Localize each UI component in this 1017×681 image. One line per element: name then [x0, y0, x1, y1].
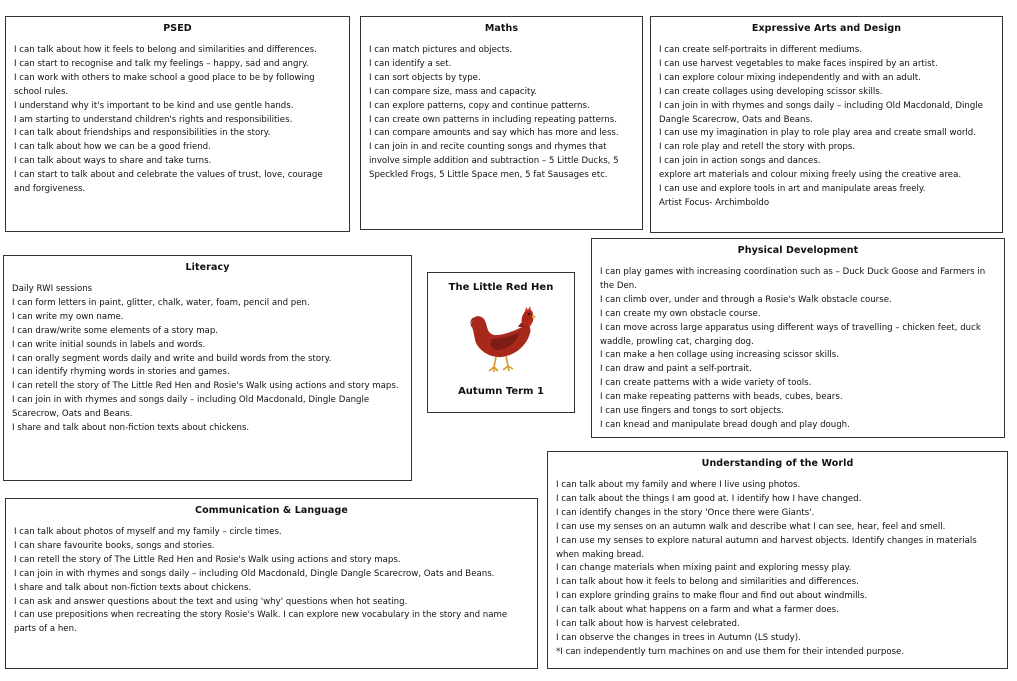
- statement-item: I can identify a set.: [369, 58, 452, 69]
- panel-title: Expressive Arts and Design: [751, 23, 902, 34]
- expressive-arts-panel: [650, 16, 1003, 233]
- understanding-world-panel: [547, 451, 1008, 669]
- statement-item: I can write my own name.: [12, 311, 124, 322]
- uw-list: [556, 479, 999, 660]
- statement-item: I can change materials when mixing paint and exploring messy play.: [556, 563, 852, 574]
- statement-item: I can join in and recite counting songs and rhymes that involve simple addition and subtraction – 5 Little Ducks, 5 Speckled Frogs, 5 Little Space men, 5 fat Sausages etc.: [369, 142, 619, 181]
- pd-list: [600, 266, 996, 433]
- statement-item: I can talk about how it feels to belong and similarities and differences.: [14, 45, 317, 55]
- statement-item: I can create collages using developing scissor skills.: [659, 86, 883, 97]
- statement-item: I can talk about the things I am good at. I identify how I have changed.: [556, 493, 862, 504]
- panel-title: Understanding of the World: [701, 458, 854, 469]
- statement-item: I can join in with rhymes and songs daily – including Old Macdonald, Dingle Dangle Scarecrow, Oats and Beans.: [12, 395, 370, 420]
- statement-item: I can talk about what happens on a farm and what a farmer does.: [556, 605, 839, 616]
- cl-list: [14, 526, 529, 637]
- statement-item: I can work with others to make school a good place to be by following school rules.: [14, 72, 315, 97]
- panel-title: Communication & Language: [195, 505, 348, 516]
- statement-item: I can talk about ways to share and take turns.: [14, 156, 212, 167]
- statement-item: I can use my imagination in play to role play area and create small world.: [659, 128, 976, 139]
- statement-item: I can knead and manipulate bread dough and play dough.: [600, 419, 850, 430]
- statement-item: I can use my senses on an autumn walk and describe what I can see, hear, feel and smell.: [556, 521, 946, 532]
- statement-item: I can explore patterns, copy and continue patterns.: [369, 100, 590, 111]
- statement-item: I can talk about how is harvest celebrated.: [556, 619, 740, 630]
- term-label: Autumn Term 1: [458, 386, 544, 397]
- statement-item: I can identify changes in the story 'Once there were Giants'.: [556, 507, 815, 518]
- physical-development-panel: [591, 238, 1005, 438]
- statement-item: I am starting to understand children's rights and responsibilities.: [14, 114, 293, 125]
- maths-panel: [360, 16, 643, 230]
- statement-item: Artist Focus- Archimboldo: [659, 197, 770, 208]
- statement-item: I can role play and retell the story with props.: [659, 142, 856, 153]
- statement-item: I can join in action songs and dances.: [659, 156, 821, 167]
- panel-title: Maths: [484, 23, 519, 34]
- panel-title: Literacy: [185, 262, 230, 273]
- statement-item: I can join in with rhymes and songs daily – including Old Macdonald, Dingle Dangle Scarecrow, Oats and Beans.: [659, 100, 983, 125]
- statement-item: I can move across large apparatus using different ways of travelling – chicken feet, duck waddle, prowling cat, charging dog.: [600, 322, 981, 347]
- literacy-panel: [3, 255, 412, 481]
- red-hen-icon: [466, 305, 538, 375]
- statement-item: explore art materials and colour mixing freely using the creative area.: [659, 170, 962, 181]
- statement-item: I can start to recognise and talk my feelings – happy, sad and angry.: [14, 58, 309, 69]
- communication-language-panel: [5, 498, 538, 669]
- statement-item: I can identify rhyming words in stories and games.: [12, 367, 230, 378]
- statement-item: I can make a hen collage using increasing scissor skills.: [600, 350, 839, 361]
- statement-item: I can retell the story of The Little Red Hen and Rosie's Walk using actions and story maps.: [14, 554, 401, 565]
- statement-item: I can draw/write some elements of a story map.: [12, 325, 219, 336]
- statement-item: I can create self-portraits in different mediums.: [659, 45, 862, 55]
- statement-item: I can create patterns with a wide variety of tools.: [600, 378, 812, 389]
- psed-panel: [5, 16, 350, 232]
- statement-item: I can draw and paint a self-portrait.: [600, 364, 752, 375]
- ead-list: [659, 44, 994, 211]
- statement-item: I understand why it's important to be kind and use gentle hands.: [14, 100, 294, 111]
- statement-item: I can observe the changes in trees in Autumn (LS study).: [556, 632, 801, 643]
- statement-item: I can orally segment words daily and write and build words from the story.: [12, 353, 332, 364]
- statement-item: I can compare amounts and say which has more and less.: [369, 128, 619, 139]
- panel-title: Physical Development: [737, 245, 859, 256]
- statement-item: I can play games with increasing coordination such as – Duck Duck Goose and Farmers in the Den.: [600, 267, 986, 291]
- topic-card: [427, 272, 575, 413]
- statement-item: I can talk about how it feels to belong and similarities and differences.: [556, 577, 859, 588]
- statement-item: I can sort objects by type.: [369, 72, 481, 83]
- statement-item: I can create my own obstacle course.: [600, 308, 761, 319]
- statement-item: I can start to talk about and celebrate the values of trust, love, courage and forgiveness.: [14, 170, 323, 195]
- statement-item: I can write initial sounds in labels and words.: [12, 339, 206, 350]
- statement-item: I can talk about my family and where I live using photos.: [556, 480, 801, 490]
- statement-item: I can talk about how we can be a good friend.: [14, 142, 211, 153]
- statement-item: I can use my senses to explore natural autumn and harvest objects. Identify changes in materials when making bread.: [556, 535, 977, 560]
- statement-item: I share and talk about non-fiction texts about chickens.: [12, 423, 250, 434]
- statement-item: I can climb over, under and through a Rosie's Walk obstacle course.: [600, 294, 892, 305]
- statement-item: I can form letters in paint, glitter, chalk, water, foam, pencil and pen.: [12, 297, 310, 308]
- statement-item: I can share favourite books, songs and stories.: [14, 540, 215, 551]
- maths-list: [369, 44, 634, 183]
- statement-item: I can explore grinding grains to make flour and find out about windmills.: [556, 591, 868, 602]
- statement-item: I can use and explore tools in art and manipulate areas freely.: [659, 184, 926, 195]
- statement-item: I can use prepositions when recreating the story Rosie's Walk. I can explore new vocabulary in the story and name parts of a hen.: [14, 610, 508, 635]
- statement-item: I can retell the story of The Little Red Hen and Rosie's Walk using actions and story maps.: [12, 381, 399, 392]
- statement-item: Daily RWI sessions: [12, 284, 93, 294]
- statement-item: I can use fingers and tongs to sort objects.: [600, 406, 784, 417]
- statement-item: I can make repeating patterns with beads, cubes, bears.: [600, 392, 843, 403]
- statement-item: I can talk about photos of myself and my family – circle times.: [14, 527, 282, 537]
- topic-title: The Little Red Hen: [448, 282, 554, 293]
- statement-item: I can use harvest vegetables to make faces inspired by an artist.: [659, 58, 938, 69]
- statement-item: *I can independently turn machines on and use them for their intended purpose.: [556, 646, 905, 657]
- statement-item: I can talk about friendships and responsibilities in the story.: [14, 128, 271, 139]
- statement-item: I can explore colour mixing independently and with an adult.: [659, 72, 921, 83]
- statement-item: I can join in with rhymes and songs daily – including Old Macdonald, Dingle Dangle Scarecrow, Oats and Beans.: [14, 568, 495, 579]
- statement-item: I can compare size, mass and capacity.: [369, 86, 538, 97]
- statement-item: I share and talk about non-fiction texts about chickens.: [14, 582, 252, 593]
- statement-item: I can ask and answer questions about the text and using 'why' questions when hot seating.: [14, 596, 408, 607]
- psed-list: [14, 44, 341, 197]
- literacy-list: [12, 283, 403, 436]
- panel-title: PSED: [163, 23, 192, 34]
- statement-item: I can match pictures and objects.: [369, 45, 513, 55]
- statement-item: I can create own patterns in including repeating patterns.: [369, 114, 617, 125]
